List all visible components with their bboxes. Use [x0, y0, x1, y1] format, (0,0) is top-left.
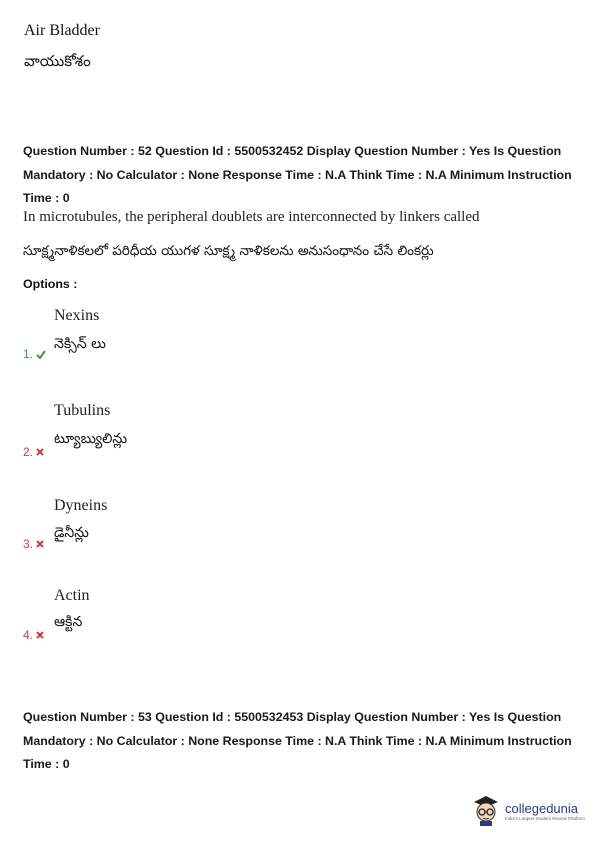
option-number: 1.: [23, 347, 34, 361]
option-1-number: [23, 347, 46, 361]
logo-tagline: India's Largest Student Review Platform: [505, 816, 585, 821]
metadata-line: Question Number : 53 Question Id : 5500532453 Display Question Number : Yes Is Question: [23, 710, 562, 724]
student-mascot-icon: [471, 793, 501, 831]
option-1-english: Nexins: [54, 307, 100, 324]
option-1-telugu: నెక్సిన్ లు: [54, 336, 106, 352]
cross-icon: [36, 448, 44, 456]
logo-wordmark: collegedunia: [505, 801, 579, 816]
cross-icon: [36, 540, 44, 548]
metadata-line: Mandatory : No Calculator : None Response Time : N.A Think Time : N.A Minimum Instruction: [23, 167, 572, 182]
option-3-telugu: డైనీన్లు: [54, 525, 89, 541]
question-52-metadata: [23, 140, 575, 211]
metadata-line: Question Number : 52 Question Id : 5500532452 Display Question Number : Yes Is Question: [23, 144, 562, 158]
option-2-number: [23, 445, 44, 459]
option-2-telugu: ట్యూబ్యులిన్లు: [54, 431, 128, 447]
metadata-line: Mandatory : No Calculator : None Response Time : N.A Think Time : N.A Minimum Instruction: [23, 733, 572, 748]
cross-icon: [36, 631, 44, 639]
collegedunia-logo: [471, 793, 591, 831]
metadata-line: Time : 0: [23, 757, 70, 771]
metadata-line: Time : 0: [23, 191, 70, 205]
option-3-number: [23, 537, 44, 551]
option-4-telugu: ఆక్టిన: [54, 614, 83, 630]
question-text-english: In microtubules, the peripheral doublets are interconnected by linkers called: [23, 209, 480, 225]
options-label: Options :: [23, 277, 78, 291]
option-number: 2.: [23, 445, 34, 459]
question-53-metadata: [23, 706, 575, 777]
check-icon: [36, 350, 46, 359]
option-number: 3.: [23, 537, 34, 551]
option-4-number: [23, 628, 44, 642]
previous-option-telugu: వాయుకోశం: [24, 52, 91, 70]
previous-option-english: Air Bladder: [24, 22, 100, 39]
question-text-telugu: సూక్ష్మనాళికలలో పరిధీయ యుగళ సూక్ష్మ నాళికలను అనుసంధానం చేసే లింకర్లు: [23, 243, 434, 259]
option-4-english: Actin: [54, 587, 90, 604]
option-3-english: Dyneins: [54, 497, 108, 514]
option-number: 4.: [23, 628, 34, 642]
option-2-english: Tubulins: [54, 402, 111, 419]
